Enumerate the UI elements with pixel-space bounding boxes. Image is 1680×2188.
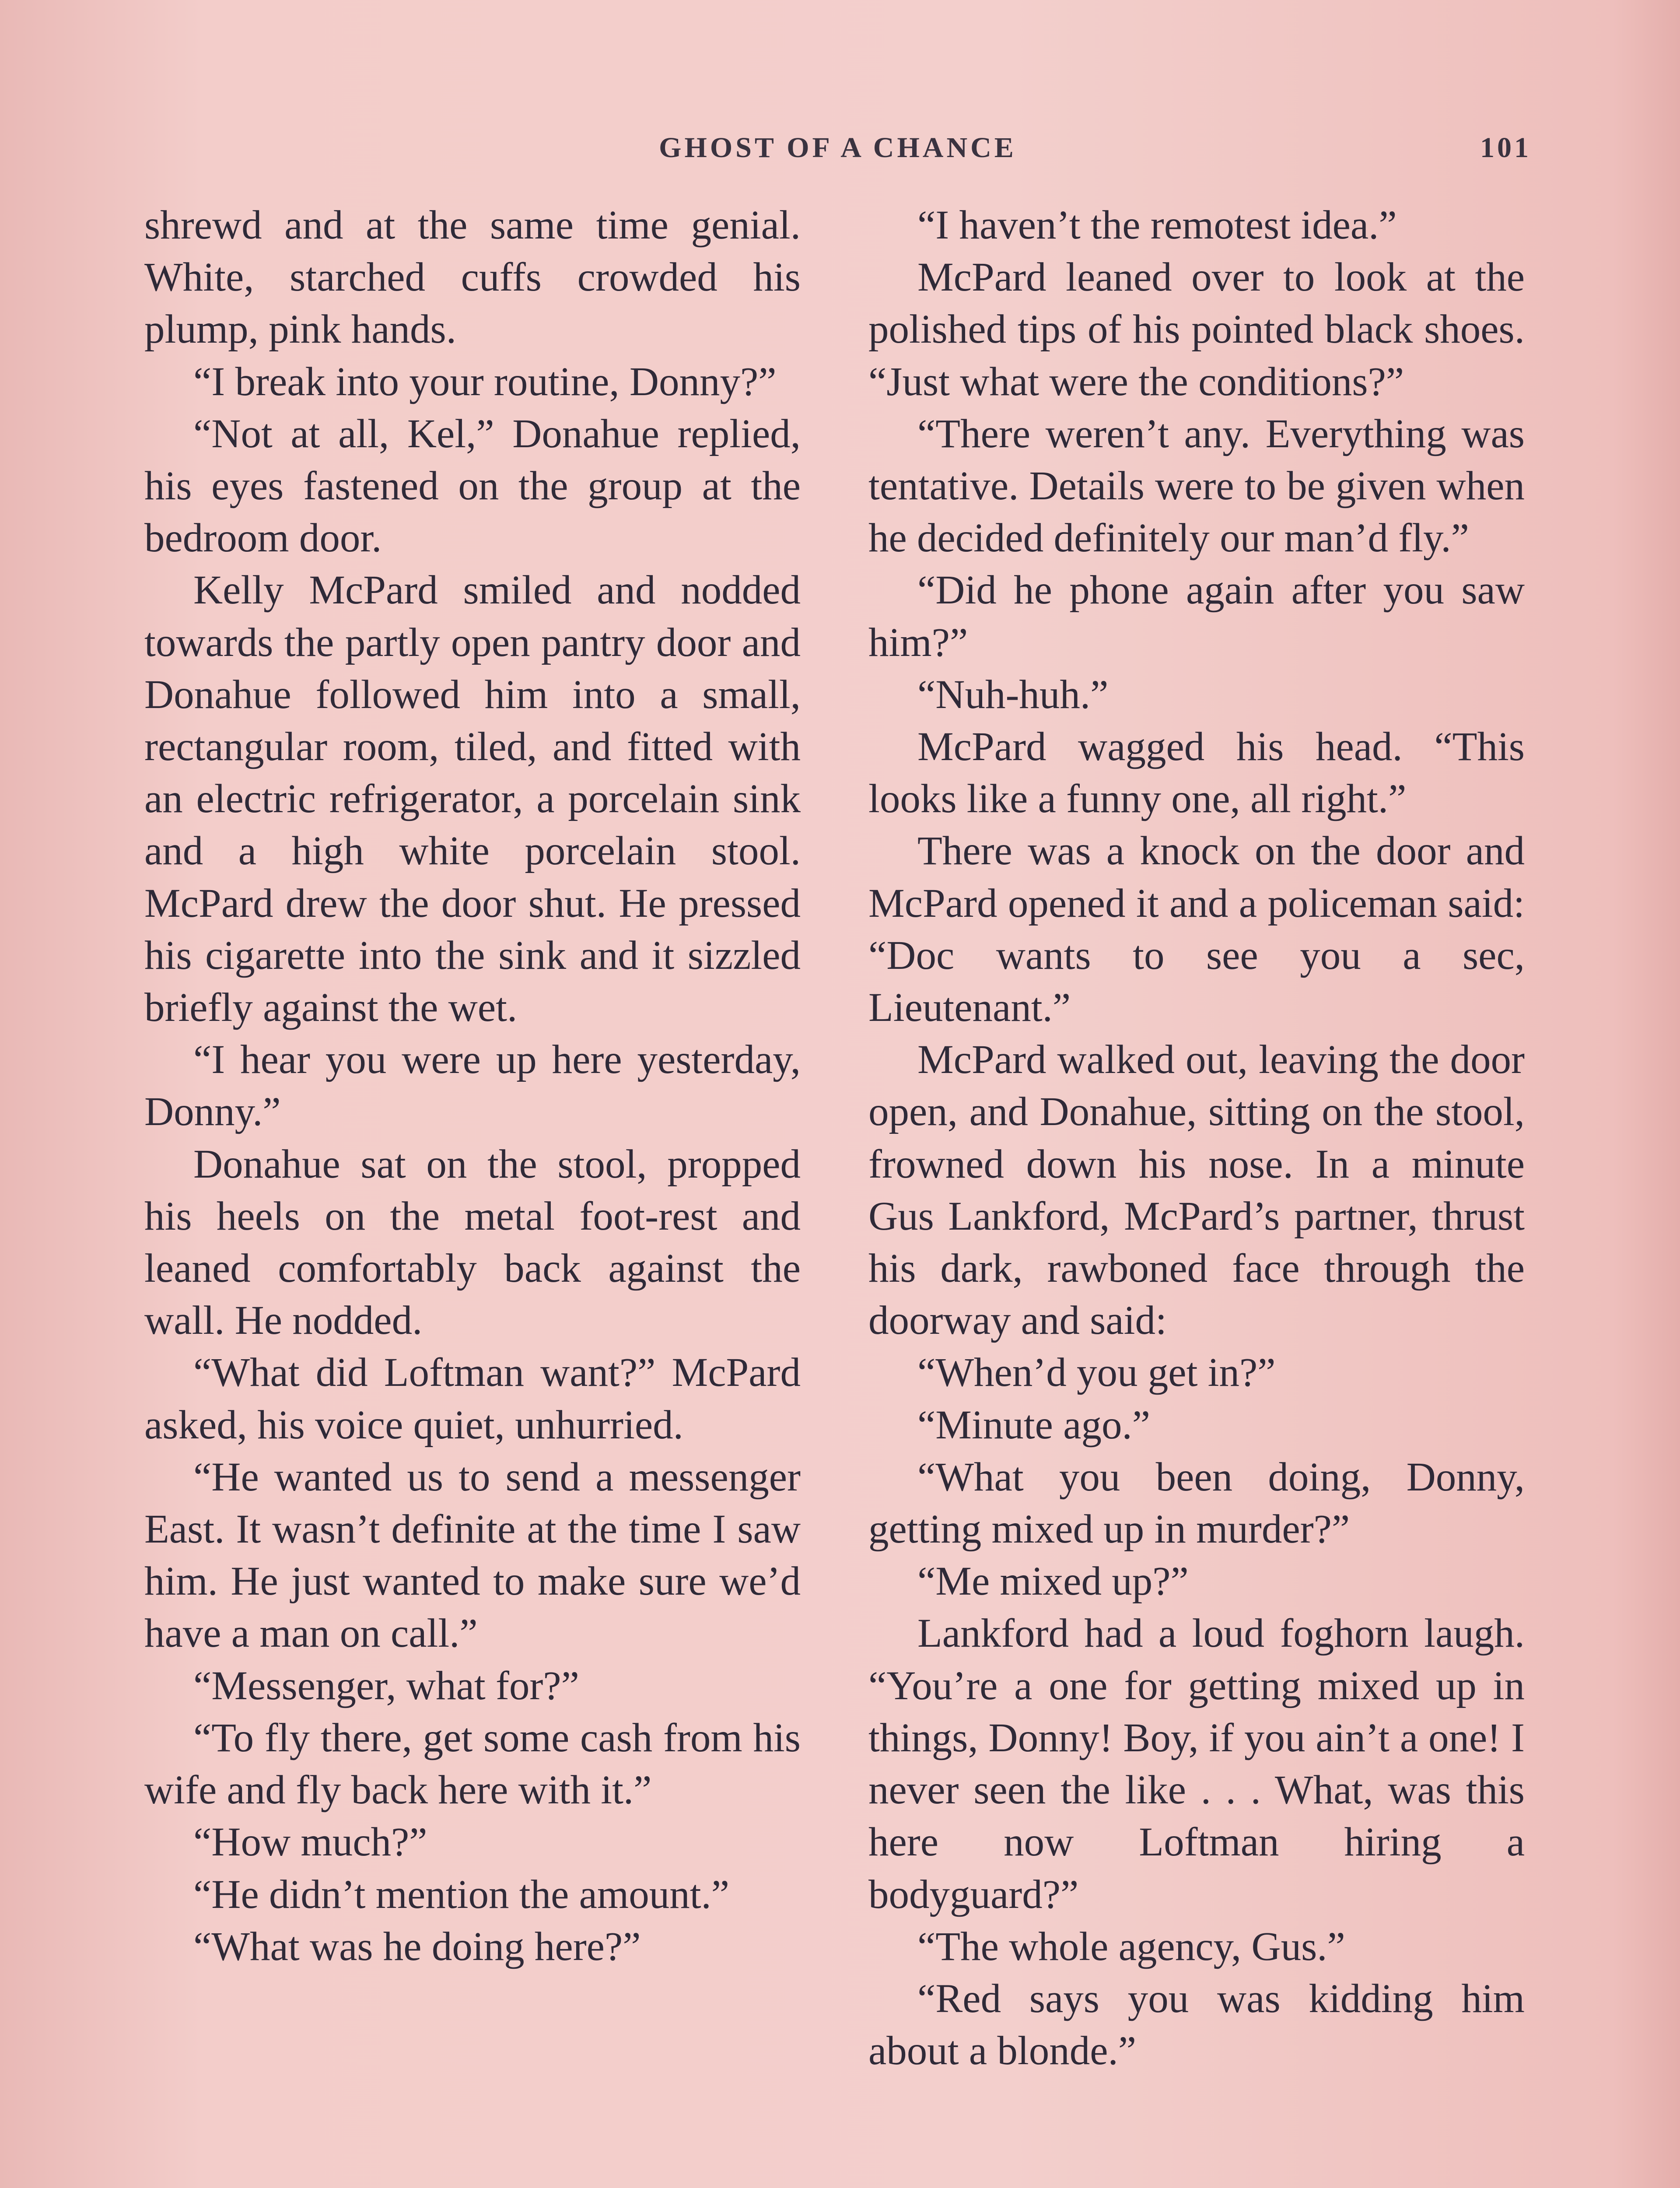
paragraph: There was a knock on the door and McPard opened it and a policeman said: “Doc wants to see you a sec, Lieutenant.” — [868, 828, 1525, 1031]
paragraph: “There weren’t any. Everything was tentative. Details were to be given when he decided definitely our man’d fly.” — [868, 411, 1525, 561]
paragraph: Donahue sat on the stool, propped his heels on the metal foot-rest and leaned comfortably back against the wall. He nodded. — [144, 1141, 801, 1343]
paragraph: Kelly McPard smiled and nodded towards the partly open pantry door and Donahue followed him into a small, rectangular room, tiled, and fitted with an electric refrigerator, a porcelain sink and a high white porcelain stool. McPard drew the door shut. He pressed his cigarette into the sink and it sizzled briefly against the wet. — [144, 568, 801, 1031]
paragraph: McPard leaned over to look at the polished tips of his pointed black shoes. “Just what were the conditions?” — [868, 255, 1525, 404]
paragraph: “I haven’t the remotest idea.” — [917, 203, 1397, 248]
paragraph: “How much?” — [193, 1820, 427, 1865]
paragraph: McPard wagged his head. “This looks like a funny one, all right.” — [868, 724, 1525, 822]
paragraph: “He wanted us to send a messenger East. It wasn’t definite at the time I saw him. He just wanted to make sure we’d have a man on call.” — [144, 1454, 801, 1656]
paragraph: “Not at all, Kel,” Donahue replied, his eyes fastened on the group at the bedroom door. — [144, 411, 801, 561]
paragraph: “When’d you get in?” — [917, 1350, 1276, 1396]
paragraph: “What did Loftman want?” McPard asked, his voice quiet, unhurried. — [144, 1350, 801, 1448]
paragraph: “To fly there, get some cash from his wife and fly back here with it.” — [144, 1715, 801, 1813]
running-title: GHOST OF A CHANCE — [659, 132, 1017, 164]
right-text-column — [868, 199, 1525, 2077]
paragraph: McPard walked out, leaving the door open, and Donahue, sitting on the stool, frowned down his nose. In a minute Gus Lankford, McPard’s partner, thrust his dark, rawboned face through the doorway and said: — [868, 1037, 1525, 1343]
paragraph: “He didn’t mention the amount.” — [193, 1872, 730, 1917]
paragraph: “I break into your routine, Donny?” — [193, 359, 777, 404]
paragraph: “Me mixed up?” — [917, 1559, 1189, 1604]
paragraph: “Nuh-huh.” — [917, 672, 1109, 717]
page-header — [144, 127, 1531, 179]
paragraph: “The whole agency, Gus.” — [917, 1924, 1345, 1969]
paragraph: shrewd and at the same time genial. White, starched cuffs crowded his plump, pink hands. — [144, 203, 801, 352]
paragraph: “What was he doing here?” — [193, 1924, 641, 1969]
page-number: 101 — [1480, 132, 1531, 164]
paragraph: “I hear you were up here yesterday, Donny.” — [144, 1037, 801, 1135]
paragraph: “Minute ago.” — [917, 1402, 1150, 1448]
paragraph: Lankford had a loud foghorn laugh. “You’re a one for getting mixed up in things, Donny! Boy, if you ain’t a one! I never seen the like . . . What, was this here now Loftman hiring a bodyguard?” — [868, 1611, 1525, 1917]
left-text-column — [144, 199, 801, 1973]
paragraph: “Red says you was kidding him about a blonde.” — [868, 1976, 1525, 2074]
paragraph: “Messenger, what for?” — [193, 1663, 579, 1708]
paragraph: “Did he phone again after you saw him?” — [868, 568, 1525, 665]
paragraph: “What you been doing, Donny, getting mixed up in murder?” — [868, 1454, 1525, 1552]
